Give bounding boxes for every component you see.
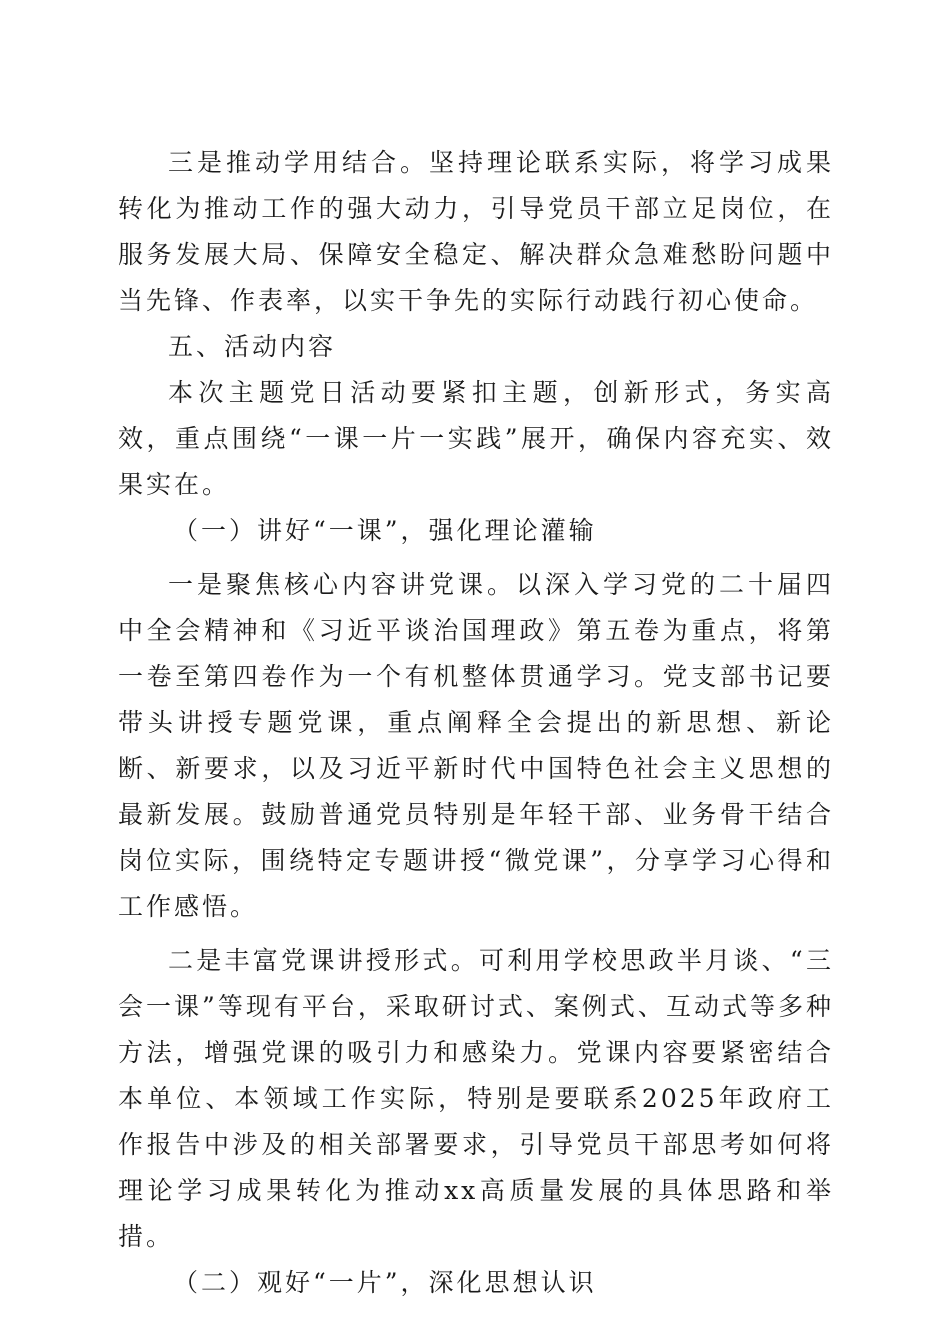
- subsection-heading-film: [118, 1260, 834, 1306]
- paragraph-text: 以深入学习党的二十届四中全会精神和《习近平谈治国理政》第五卷为重点，将第一卷至第四卷作为一个有机整体贯通学习。党支部书记要带头讲授专题党课，重点阐释全会提出的新思想、新论断、新要求，以及习近平新时代中国特色社会主义思想的最新发展。鼓励普通党员特别是年轻干部、业务骨干结合岗位实际，围绕特定专题讲授“微党课”，分享学习心得和工作感悟。: [118, 570, 834, 921]
- paragraph-activity-overview: [118, 370, 834, 508]
- paragraph-lead: 三是推动学用结合。: [168, 148, 429, 177]
- paragraph-lead: 一是聚焦核心内容讲党课。: [168, 570, 516, 599]
- paragraph-lecture-forms: [118, 938, 834, 1260]
- paragraph-core-content: [118, 562, 834, 930]
- subsection-heading-text: （一）讲好“一课”，强化理论灌输: [173, 516, 597, 545]
- paragraph-lead: 二是丰富党课讲授形式。: [168, 946, 479, 975]
- paragraph-text: 坚持理论联系实际，将学习成果转化为推动工作的强大动力，引导党员干部立足岗位，在服务发展大局、保障安全稳定、解决群众急难愁盼问题中当先锋、作表率，以实干争先的实际行动践行初心使命。: [118, 148, 834, 315]
- subsection-heading-text: （二）观好“一片”，深化思想认识: [173, 1268, 597, 1297]
- section-heading-activity-content: [118, 324, 834, 370]
- subsection-heading-lecture: [118, 508, 834, 554]
- section-heading-text: 五、活动内容: [168, 332, 337, 361]
- paragraph-text: 本次主题党日活动要紧扣主题，创新形式，务实高效，重点围绕“一课一片一实践”展开，确保内容充实、效果实在。: [118, 378, 834, 499]
- paragraph-apply-learning: [118, 140, 834, 324]
- paragraph-text: 可利用学校思政半月谈、“三会一课”等现有平台，采取研讨式、案例式、互动式等多种方法，增强党课的吸引力和感染力。党课内容要紧密结合本单位、本领域工作实际，特别是要联系2025年政府工作报告中涉及的相关部署要求，引导党员干部思考如何将理论学习成果转化为推动xx高质量发展的具体思路和举措。: [118, 946, 834, 1251]
- document-body: [118, 140, 834, 1306]
